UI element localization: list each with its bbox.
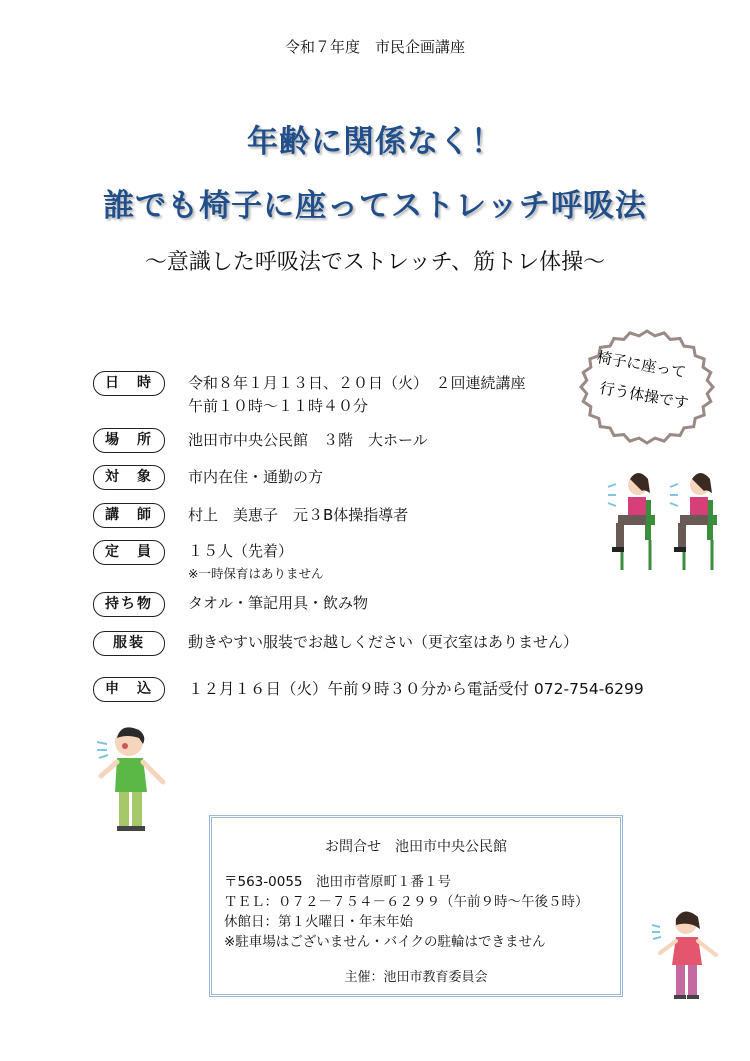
stamp-badge [567, 325, 727, 455]
value-items: タオル・筆記用具・飲み物 [188, 594, 369, 612]
contact-parking-note: ※駐車場はございません・バイクの駐輪はできません [224, 934, 546, 950]
title-line-1: 年齢に関係なく！ [247, 124, 503, 160]
value-time: 午前１０時～１１時４０分 [188, 397, 369, 415]
contact-tel: ＴＥＬ：０７２－７５４－６２９９（午前９時～午後５時） [224, 894, 589, 910]
stamp-shape [567, 325, 727, 455]
subtitle: ～意識した呼吸法でストレッチ、筋トレ体操～ [144, 250, 606, 275]
contact-title: お問合せ 池田市中央公民館 [325, 839, 507, 855]
label-target: 対 象 [93, 465, 165, 490]
man-stretching-illustration [95, 720, 175, 835]
seated-person-2 [670, 473, 717, 570]
value-target: 市内在住・通勤の方 [188, 468, 324, 486]
contact-address: 〒563-0055 池田市菅原町１番１号 [224, 874, 451, 890]
label-lecturer: 講 師 [93, 503, 165, 528]
header-text: 令和７年度 市民企画講座 [284, 38, 465, 56]
value-date: 令和８年１月１３日、２０日（火） ２回連続講座 [188, 374, 526, 392]
seated-person-1 [608, 473, 655, 570]
value-apply: １２月１６日（火）午前９時３０分から電話受付 072-754-6299 [188, 680, 644, 698]
stamp-text-2: 行う体操です [598, 378, 690, 413]
label-clothing: 服装 [93, 631, 165, 656]
woman-stretching-illustration [650, 905, 730, 1005]
capacity-note: ※一時保育はありません [188, 566, 324, 581]
stamp-text-1: 椅子に座って [595, 348, 688, 382]
label-date: 日 時 [93, 371, 165, 396]
label-apply: 申 込 [93, 677, 165, 702]
value-place: 池田市中央公民館 ３階 大ホール [188, 431, 428, 449]
label-capacity: 定 員 [93, 540, 165, 565]
contact-host: 主催：池田市教育委員会 [344, 970, 488, 985]
seated-people-illustration [600, 465, 722, 575]
label-items: 持ち物 [93, 592, 165, 617]
value-lecturer: 村上 美恵子 元３B体操指導者 [188, 506, 409, 524]
value-clothing: 動きやすい服装でお越しください（更衣室はありません） [188, 633, 579, 651]
value-capacity: １５人（先着） [188, 542, 294, 560]
label-place: 場 所 [93, 428, 165, 453]
contact-box [209, 815, 623, 997]
title-line-2: 誰でも椅子に座ってストレッチ呼吸法 [103, 188, 647, 224]
contact-closed-days: 休館日：第１火曜日・年末年始 [224, 914, 413, 930]
